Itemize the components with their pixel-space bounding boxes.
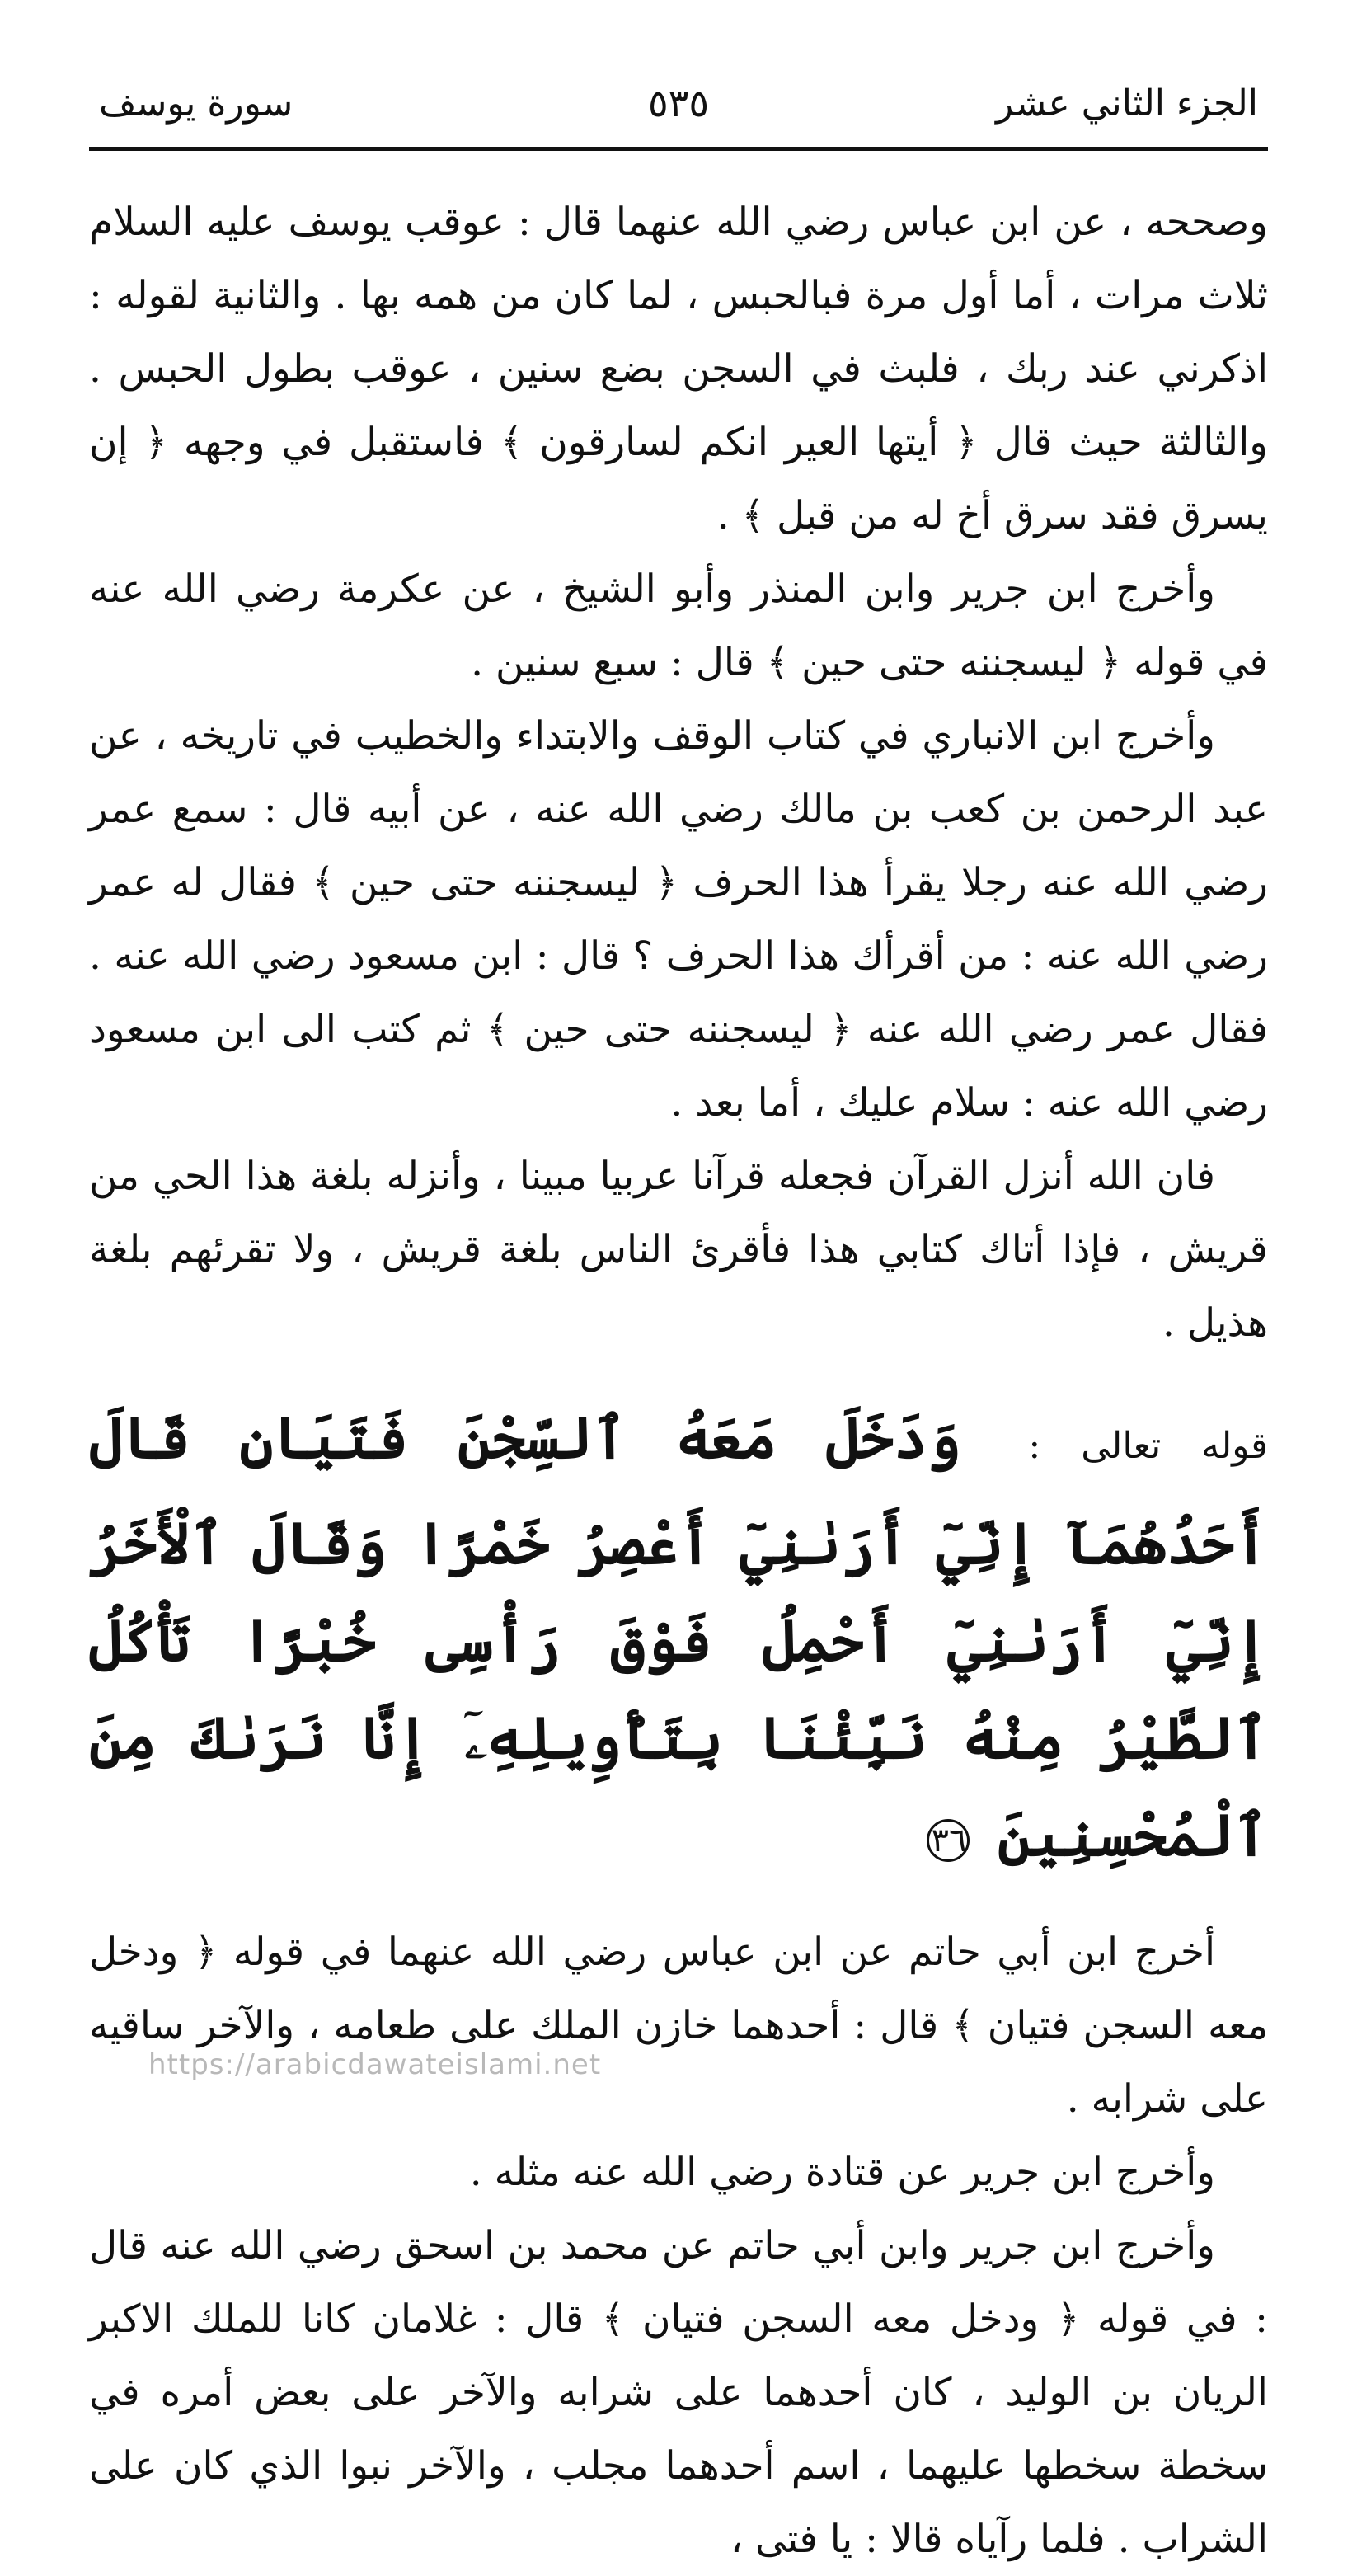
header-rule <box>89 147 1268 151</box>
ayah-number-marker: ٣٦ <box>927 1819 970 1862</box>
page-header <box>89 66 1268 140</box>
page-number: ٥٣٥ <box>647 81 710 125</box>
paragraph-5: أخرج ابن أبي حاتم عن ابن عباس رضي الله عنهما في قوله ﴿ ودخل معه السجن فتيان ﴾ قال : أحدهما خازن الملك على طعامه ، والآخر ساقيه على شرابه . <box>89 1930 1268 2122</box>
verse-intro: قوله تعالى : <box>1028 1425 1269 1467</box>
book-page <box>89 49 1269 2562</box>
verse-text: وَدَخَلَ مَعَهُ ٱلسِّجْنَ فَتَيَانِ قَالَ أَحَدُهُمَآ إِنِّيٓ أَرَىٰنِيٓ أَعْصِرُ خَمْرًا وَقَالَ ٱلْأَخَرُ إِنِّيٓ أَرَىٰنِيٓ أَحْمِلُ فَوْقَ رَأْسِى خُبْزًا تَأْكُلُ ٱلطَّيْرُ مِنْهُ نَبِّئْنَا بِتَأْوِيلِهِۦٓ إِنَّا نَرَىٰكَ مِنَ ٱلْمُحْسِنِينَ <box>89 1403 1268 1869</box>
header-part-label: الجزء الثاني عشر <box>996 82 1258 125</box>
quran-verse-block <box>89 1389 1268 1884</box>
paragraph-2: وأخرج ابن جرير وابن المنذر وأبو الشيخ ، عن عكرمة رضي الله عنه في قوله ﴿ ليسجننه حتى حين ﴾ قال : سبع سنين . <box>89 566 1268 685</box>
page-body <box>89 186 1268 2576</box>
paragraph-3: وأخرج ابن الانباري في كتاب الوقف والابتداء والخطيب في تاريخه ، عن عبد الرحمن بن كعب بن مالك رضي الله عنه ، عن أبيه قال : سمع عمر رضي الله عنه رجلا يقرأ هذا الحرف ﴿ ليسجننه حتى حين ﴾ فقال له عمر رضي الله عنه : من أقرأك هذا الحرف ؟ قال : ابن مسعود رضي الله عنه . فقال عمر رضي الله عنه ﴿ ليسجننه حتى حين ﴾ ثم كتب الى ابن مسعود رضي الله عنه : سلام عليك ، أما بعد . <box>89 713 1268 1126</box>
paragraph-1: وصححه ، عن ابن عباس رضي الله عنهما قال : عوقب يوسف عليه السلام ثلاث مرات ، أما أول مرة فبالحبس ، لما كان من همه بها . والثانية لقوله : اذكرني عند ربك ، فلبث في السجن بضع سنين ، عوقب بطول الحبس . والثالثة حيث قال ﴿ أيتها العير انكم لسارقون ﴾ فاستقبل في وجهه ﴿ إن يسرق فقد سرق أخ له من قبل ﴾ . <box>89 200 1268 538</box>
header-surah-label: سورة يوسف <box>99 82 293 125</box>
paragraph-6: وأخرج ابن جرير عن قتادة رضي الله عنه مثله . <box>469 2150 1215 2195</box>
watermark-url: https://arabicdawateislami.net <box>148 2048 602 2081</box>
paragraph-7: وأخرج ابن جرير وابن أبي حاتم عن محمد بن اسحق رضي الله عنه قال : في قوله ﴿ ودخل معه السجن فتيان ﴾ قال : غلامان كانا للملك الاكبر الريان بن الوليد ، كان أحدهما على شرابه والآخر على بعض أمره في سخطة سخطها عليهما ، اسم أحدهما مجلب ، والآخر نبوا الذي كان على الشراب . فلما رآياه قالا : يا فتى ، <box>89 2223 1268 2562</box>
paragraph-4: فان الله أنزل القرآن فجعله قرآنا عربيا مبينا ، وأنزله بلغة هذا الحي من قريش ، فإذا أتاك كتابي هذا فأقرئ الناس بلغة قريش ، ولا تقرئهم بلغة هذيل . <box>89 1154 1268 1346</box>
